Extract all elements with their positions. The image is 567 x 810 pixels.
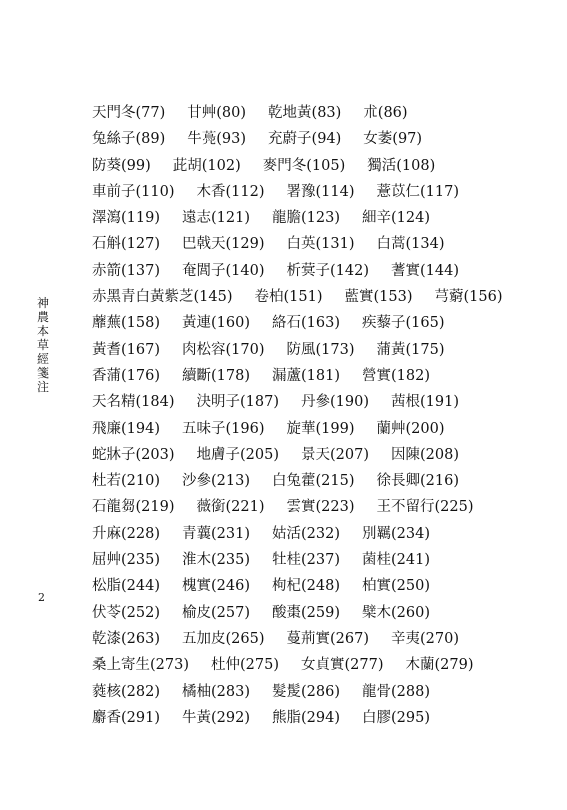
contents-line	[92, 100, 552, 126]
herb-entry: 枸杞(248)	[272, 578, 340, 595]
herb-entry: 細辛(124)	[362, 210, 430, 227]
herb-entry: 松脂(244)	[92, 578, 160, 595]
contents-line	[92, 600, 552, 626]
contents-line	[92, 468, 552, 494]
herb-entry: 白兔藿(215)	[272, 473, 355, 490]
herb-entry: 王不留行(225)	[376, 499, 474, 516]
herb-entry: 菌桂(241)	[362, 552, 430, 569]
contents-line	[92, 258, 552, 284]
herb-entry: 牛黃(292)	[182, 709, 250, 726]
herb-entry: 牡桂(237)	[272, 552, 340, 569]
herb-entry: 麝香(291)	[92, 709, 160, 726]
herb-entry: 女貞實(277)	[301, 657, 384, 674]
contents-line	[92, 126, 552, 152]
contents-line	[92, 547, 552, 573]
book-title-vertical: 神農本草經箋注	[36, 296, 49, 394]
herb-entry: 巴戟天(129)	[182, 236, 265, 253]
herb-entry: 沙參(213)	[182, 473, 250, 490]
herb-entry: 赤箭(137)	[92, 262, 160, 279]
herb-entry: 別羈(234)	[362, 525, 430, 542]
herb-entry: 蘭艸(200)	[376, 420, 445, 437]
herb-entry: 景天(207)	[301, 446, 369, 463]
herb-entry: 白英(131)	[286, 236, 355, 253]
herb-entry: 黃耆(167)	[92, 341, 160, 358]
herb-entry: 黃連(160)	[182, 315, 250, 332]
contents-line	[92, 573, 552, 599]
herb-entry: 澤瀉(119)	[92, 210, 160, 227]
contents-line	[92, 626, 552, 652]
herb-entry: 雲實(223)	[286, 499, 355, 516]
herb-entry: 屈艸(235)	[92, 552, 160, 569]
herb-entry: 蕤核(282)	[92, 683, 160, 700]
contents-line	[92, 310, 552, 336]
herb-entry: 丹參(190)	[301, 394, 369, 411]
herb-entry: 遠志(121)	[182, 210, 250, 227]
herb-entry: 朮(86)	[363, 105, 408, 121]
herb-entry: 甘艸(80)	[187, 105, 247, 121]
herb-entry: 防葵(99)	[92, 157, 151, 174]
herb-entry: 藍實(153)	[344, 289, 413, 306]
herb-entry: 桑上寄生(273)	[92, 657, 189, 674]
herb-entry: 檗木(260)	[362, 604, 430, 621]
herb-entry: 茈胡(102)	[172, 157, 241, 174]
herb-entry: 龍骨(288)	[362, 683, 430, 700]
herb-entry: 杜若(210)	[92, 473, 160, 490]
herb-entry: 龍膽(123)	[272, 210, 340, 227]
herb-entry: 飛廉(194)	[92, 420, 160, 437]
herb-entry: 橘柚(283)	[182, 683, 250, 700]
herb-entry: 防風(173)	[286, 341, 355, 358]
herb-entry: 白膠(295)	[362, 709, 430, 726]
contents-line	[92, 153, 552, 179]
herb-entry: 絡石(163)	[272, 315, 340, 332]
page-number: 2	[38, 591, 45, 604]
contents-line	[92, 494, 552, 520]
herb-entry: 疾藜子(165)	[362, 315, 445, 332]
herb-entry: 香蒲(176)	[92, 367, 160, 384]
herb-entry: 薇銜(221)	[196, 499, 265, 516]
contents-line	[92, 389, 552, 415]
herb-entry: 酸棗(259)	[272, 604, 340, 621]
herb-entry: 姑活(232)	[272, 525, 340, 542]
herb-entry: 乾漆(263)	[92, 630, 160, 647]
herb-entry: 木香(112)	[196, 183, 265, 200]
contents-line	[92, 652, 552, 678]
herb-entry: 薏苡仁(117)	[376, 183, 459, 200]
herb-entry: 伏苓(252)	[92, 604, 160, 621]
contents-line	[92, 179, 552, 205]
herb-entry: 辛夷(270)	[391, 630, 459, 647]
contents-line	[92, 231, 552, 257]
herb-entry: 因陳(208)	[391, 446, 459, 463]
herb-entry: 卷柏(151)	[254, 289, 323, 306]
herb-entry: 木蘭(279)	[405, 657, 474, 674]
herb-entry: 槐實(246)	[182, 578, 250, 595]
contents-line	[92, 442, 552, 468]
herb-entry: 獨活(108)	[367, 157, 436, 174]
herb-entry: 茜根(191)	[391, 394, 459, 411]
herb-entry: 蔓荊實(267)	[286, 630, 369, 647]
herb-entry: 營實(182)	[362, 367, 430, 384]
herb-entry: 漏蘆(181)	[272, 367, 340, 384]
herb-entry: 析蓂子(142)	[286, 262, 369, 279]
herb-entry: 天名精(184)	[92, 394, 175, 411]
herb-entry: 充蔚子(94)	[268, 131, 342, 148]
herb-entry: 續斷(178)	[182, 367, 250, 384]
herb-entry: 髮髲(286)	[272, 683, 340, 700]
herb-entry: 白蒿(134)	[376, 236, 445, 253]
herb-entry: 青蘘(231)	[182, 525, 250, 542]
herb-entry: 升麻(228)	[92, 525, 160, 542]
herb-entry: 麥門冬(105)	[262, 157, 346, 174]
herb-entry: 天門冬(77)	[92, 105, 166, 121]
herb-entry: 奄閭子(140)	[182, 262, 265, 279]
herb-entry: 芎藭(156)	[434, 289, 503, 306]
contents-line	[92, 416, 552, 442]
contents-line	[92, 205, 552, 231]
herb-entry: 署豫(114)	[286, 183, 355, 200]
contents-line	[92, 363, 552, 389]
herb-entry: 女萎(97)	[363, 131, 423, 148]
herb-entry: 石龍芻(219)	[92, 499, 175, 516]
contents-line	[92, 521, 552, 547]
herb-entry: 蘼蕪(158)	[92, 315, 160, 332]
contents-line	[92, 337, 552, 363]
herb-entry: 五加皮(265)	[182, 630, 265, 647]
herb-entry: 熊脂(294)	[272, 709, 340, 726]
herb-entry: 蒲黃(175)	[376, 341, 445, 358]
herb-entry: 柏實(250)	[362, 578, 430, 595]
herb-entry: 榆皮(257)	[182, 604, 250, 621]
contents-line	[92, 679, 552, 705]
herb-entry: 乾地黃(83)	[268, 105, 342, 121]
herb-entry: 兔絲子(89)	[92, 131, 166, 148]
contents-line	[92, 284, 552, 310]
herb-entry: 淮木(235)	[182, 552, 250, 569]
herb-entry: 赤黑青白黃紫芝(145)	[92, 289, 233, 306]
herb-entry: 五味子(196)	[182, 420, 265, 437]
contents-list	[92, 100, 552, 731]
herb-entry: 旋華(199)	[286, 420, 355, 437]
herb-entry: 徐長卿(216)	[376, 473, 459, 490]
herb-entry: 蓍實(144)	[391, 262, 459, 279]
herb-entry: 石斛(127)	[92, 236, 160, 253]
herb-entry: 決明子(187)	[196, 394, 279, 411]
contents-line	[92, 705, 552, 731]
herb-entry: 車前子(110)	[92, 183, 175, 200]
herb-entry: 杜仲(275)	[211, 657, 279, 674]
herb-entry: 牛𦽏(93)	[187, 131, 247, 148]
herb-entry: 蛇牀子(203)	[92, 446, 175, 463]
herb-entry: 地膚子(205)	[196, 446, 279, 463]
herb-entry: 肉松容(170)	[182, 341, 265, 358]
